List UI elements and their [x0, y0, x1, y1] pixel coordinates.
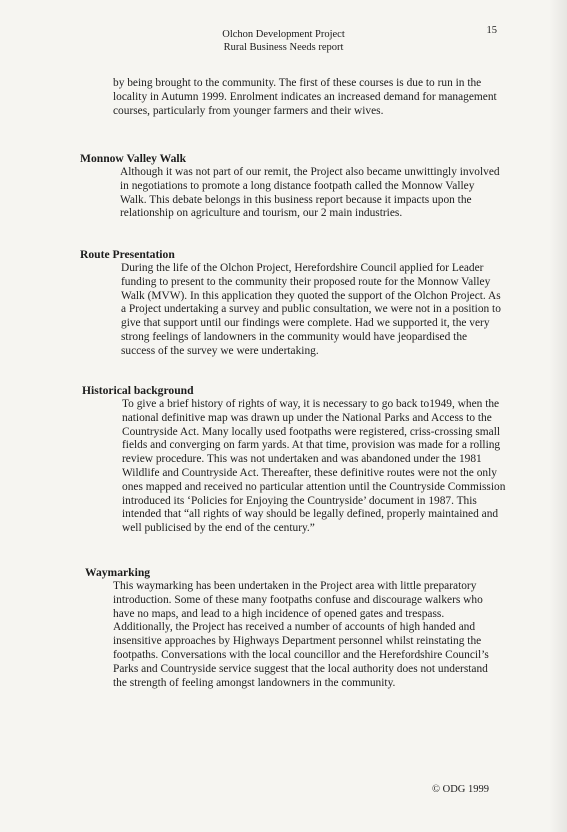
page-header: [0, 28, 567, 54]
copyright-footer: © ODG 1999: [432, 784, 489, 795]
section-historical-background: [82, 384, 510, 536]
page-number: 15: [486, 25, 497, 36]
section-body: To give a brief history of rights of way, it is necessary to go back to1949, when the national definitive map was drawn up under the National Parks and Access to the Countryside Act. Many locally used footpaths were registered, criss-crossing small fields and converging on farm yards. At that time, provision was made for a rolling review procedure. This was not undertaken and was abandoned under the 1981 Wildlife and Countryside Act. Thereafter, these definitive routes were not the only ones mapped and received no particular attention until the Countryside Commission introduced its ‘Policies for Enjoying the Countryside’ document in 1987. This intended that “all rights of way should be legally defined, properly maintained and well publicised by the end of the century.”: [122, 398, 506, 535]
section-monnow-valley-walk: [80, 152, 500, 221]
header-project-title: Olchon Development Project: [222, 29, 345, 40]
scan-edge-shade: [549, 0, 567, 832]
section-route-presentation: [80, 248, 501, 359]
section-body: This waymarking has been undertaken in the Project area with little preparatory introduction. Some of these many footpaths confuse and discourage walkers who have no maps, and lead to a high incidence of opened gates and trespass. Additionally, the Project has received a number of accounts of high handed and insensitive approaches by Highways Department personnel whilst reinstating the footpaths. Conversations with the local councillor and the Herefordshire Council’s Parks and Countryside service suggest that the local authority does not understand the strength of feeling amongst landowners in the community.: [113, 580, 489, 689]
section-heading: Waymarking: [85, 566, 151, 579]
section-heading: Historical background: [82, 384, 194, 397]
section-waymarking: [85, 566, 501, 690]
intro-paragraph: by being brought to the community. The first of these courses is due to run in the locality in Autumn 1999. Enrolment indicates an increased demand for management courses, particularly from younger farmers and their wives.: [113, 77, 497, 117]
header-report-title: Rural Business Needs report: [223, 42, 344, 53]
section-heading: Monnow Valley Walk: [80, 152, 187, 165]
section-heading: Route Presentation: [80, 248, 175, 261]
section-body: During the life of the Olchon Project, Herefordshire Council applied for Leader funding to present to the community their proposed route for the Monnow Valley Walk (MVW). In this application they quoted the support of the Olchon Project. As a Project undertaking a survey and public consultation, we were not in a position to give that support until our findings were complete. Had we supported it, the very strong feelings of landowners in the community would have jeopardised the success of the survey we were undertaking.: [121, 262, 501, 357]
section-body: Although it was not part of our remit, the Project also became unwittingly involved in negotiations to promote a long distance footpath called the Monnow Valley Walk. This debate belongs in this business report because it impacts upon the relationship on agriculture and tourism, our 2 main industries.: [120, 166, 500, 220]
